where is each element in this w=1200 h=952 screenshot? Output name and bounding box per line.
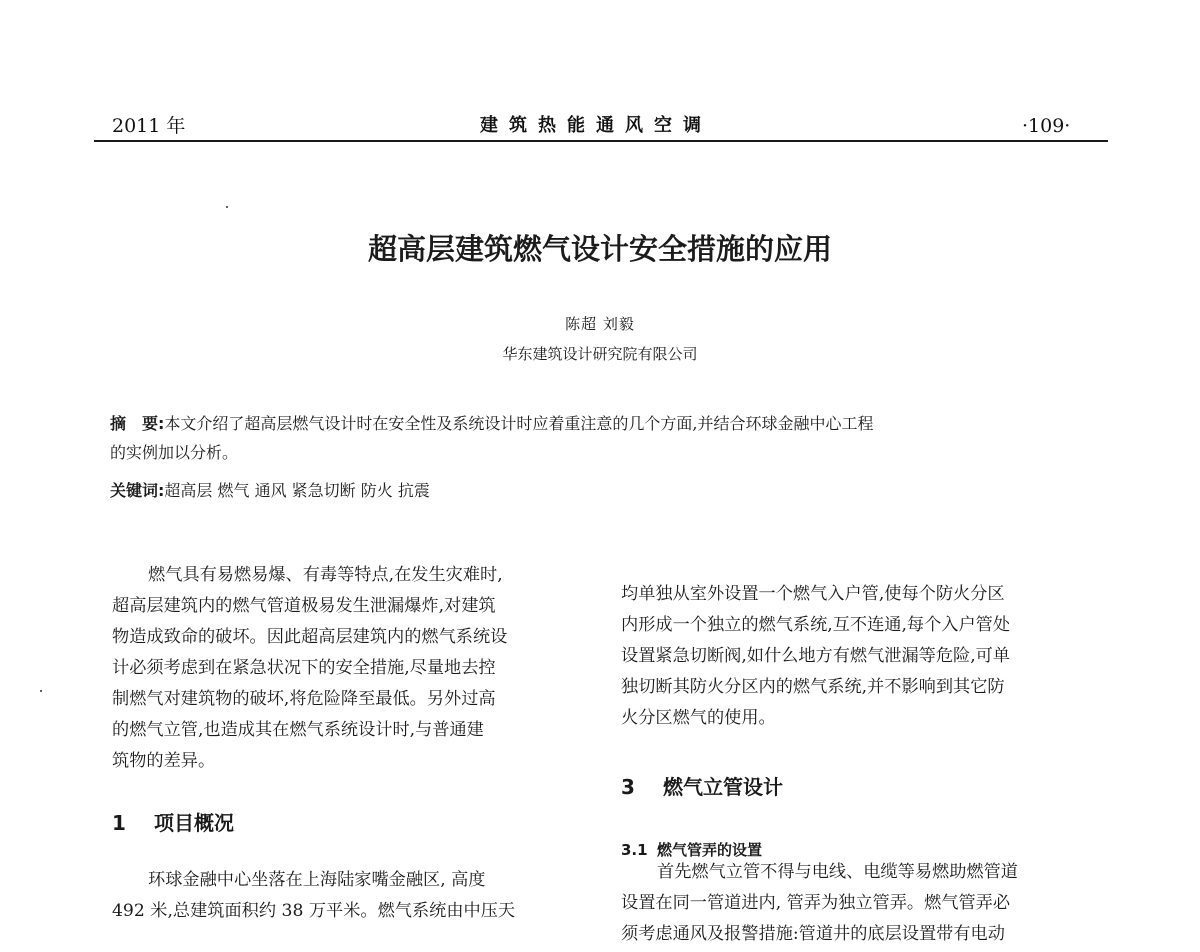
keywords-line xyxy=(110,478,430,504)
paragraph-line: 计必须考虑到在紧急状况下的安全措施,尽量地去控 xyxy=(112,658,496,678)
paper-title: 超高层建筑燃气设计安全措施的应用 xyxy=(367,232,832,266)
paragraph-line: 物造成致命的破坏。因此超高层建筑内的燃气系统设 xyxy=(112,627,508,647)
paragraph-line: 设置紧急切断阀,如什么地方有燃气泄漏等危险,可单 xyxy=(621,646,1011,666)
paragraph-line: 须考虑通风及报警措施:管道井的底层设置带有电动 xyxy=(621,924,1005,944)
section-title: 燃气立管设计 xyxy=(663,775,783,799)
scan-speck xyxy=(40,690,42,692)
header-year: 2011 年 xyxy=(112,115,186,137)
header-rule xyxy=(94,140,1108,142)
paragraph-line: 均单独从室外设置一个燃气入户管,使每个防火分区 xyxy=(621,584,1005,604)
paragraph-line: 燃气具有易燃易爆、有毒等特点,在发生灾难时, xyxy=(148,565,503,585)
keywords-text: 超高层 燃气 通风 紧急切断 防火 抗震 xyxy=(164,481,430,500)
paper-authors: 陈超 刘毅 xyxy=(565,315,635,333)
left-column xyxy=(112,560,578,927)
paragraph-line: 首先燃气立管不得与电线、电缆等易燃助燃管道 xyxy=(657,862,1018,882)
section-title: 项目概况 xyxy=(154,811,234,835)
paragraph-line: 火分区燃气的使用。 xyxy=(621,708,776,728)
header-page-number: ·109· xyxy=(1022,115,1071,137)
paragraph-line: 筑物的差异。 xyxy=(112,751,216,771)
paragraph-line: 设置在同一管道进内, 管弄为独立管弄。燃气管弄必 xyxy=(621,893,1011,913)
abstract-label: 摘 要: xyxy=(110,414,165,433)
paragraph-line: 的燃气立管,也造成其在燃气系统设计时,与普通建 xyxy=(112,720,484,740)
header-journal-name: 建筑热能通风空调 xyxy=(480,115,712,136)
subsection-title: 燃气管弄的设置 xyxy=(657,841,763,859)
right-column xyxy=(621,579,1087,950)
paragraph-line: 独切断其防火分区内的燃气系统,并不影响到其它防 xyxy=(621,677,1005,697)
abstract-text: 本文介绍了超高层燃气设计时在安全性及系统设计时应着重注意的几个方面,并结合环球金融中心工程 xyxy=(164,414,874,433)
section-heading-1 xyxy=(112,809,578,837)
paragraph-line: 492 米,总建筑面积约 38 万平米。燃气系统由中压天 xyxy=(112,901,516,921)
paragraph-line: 超高层建筑内的燃气管道极易发生泄漏爆炸,对建筑 xyxy=(112,596,496,616)
subsection-number: 3.1 xyxy=(621,841,648,859)
section-number: 3 xyxy=(621,775,635,799)
paragraph-line: 制燃气对建筑物的破坏,将危险降至最低。另外过高 xyxy=(112,689,496,709)
keywords-label: 关键词: xyxy=(110,481,165,500)
paragraph-line: 内形成一个独立的燃气系统,互不连通,每个入户管处 xyxy=(621,615,1011,635)
paper-affiliation: 华东建筑设计研究院有限公司 xyxy=(502,345,698,363)
section-number: 1 xyxy=(112,811,126,835)
abstract-line xyxy=(110,411,874,437)
abstract-line: 的实例加以分析。 xyxy=(110,443,239,462)
paragraph-line: 环球金融中心坐落在上海陆家嘴金融区, 高度 xyxy=(148,870,486,890)
section-heading-3 xyxy=(621,773,1087,801)
scan-speck xyxy=(226,206,228,208)
